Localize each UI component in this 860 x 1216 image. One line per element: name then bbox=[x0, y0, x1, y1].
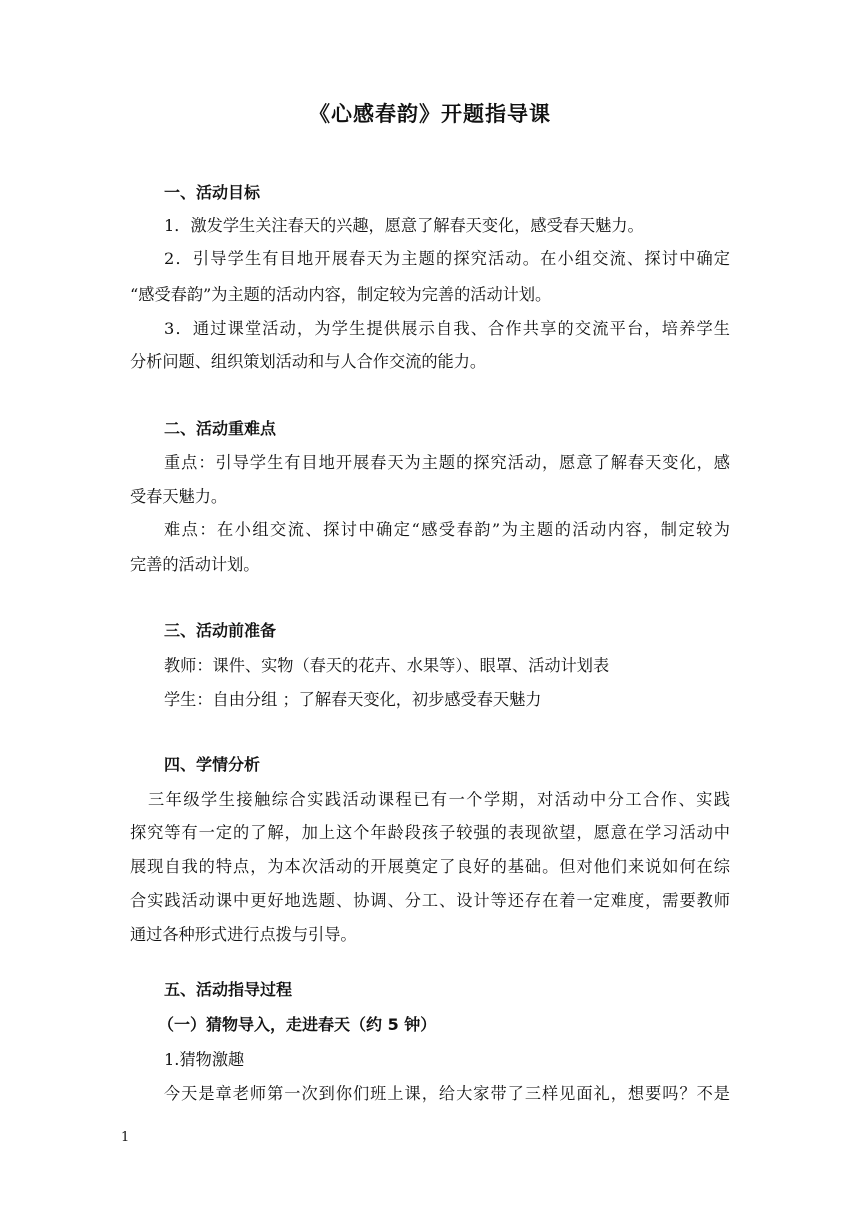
section-heading-key-points: 二、活动重难点 bbox=[164, 419, 277, 438]
difficulty-line-1: 难点：在小组交流、探讨中确定“感受春韵”为主题的活动内容，制定较为 bbox=[164, 520, 730, 539]
difficulty-line-2: 完善的活动计划。 bbox=[130, 555, 260, 574]
item-heading-1: 1.猜物激趣 bbox=[164, 1050, 245, 1069]
section-heading-goals: 一、活动目标 bbox=[164, 183, 261, 202]
goal-2-line-1: 2．引导学生有目地开展春天为主题的探究活动。在小组交流、探讨中确定 bbox=[164, 249, 730, 268]
process-paragraph-1: 今天是章老师第一次到你们班上课，给大家带了三样见面礼，想要吗？不是 bbox=[164, 1084, 730, 1103]
goal-1: 1．激发学生关注春天的兴趣，愿意了解春天变化，感受春天魅力。 bbox=[164, 216, 644, 235]
section-heading-preparation: 三、活动前准备 bbox=[164, 621, 277, 640]
teacher-preparation: 教师：课件、实物（春天的花卉、水果等）、眼罩、活动计划表 bbox=[164, 656, 610, 675]
subsection-heading-1: （一）猜物导入，走进春天（约 5 钟） bbox=[158, 1015, 437, 1034]
goal-3-line-1: 3．通过课堂活动，为学生提供展示自我、合作共享的交流平台，培养学生 bbox=[164, 319, 730, 338]
key-point-line-1: 重点：引导学生有目地开展春天为主题的探究活动，愿意了解春天变化，感 bbox=[164, 453, 730, 472]
section-heading-process: 五、活动指导过程 bbox=[164, 980, 293, 999]
page-number: 1 bbox=[121, 1130, 130, 1145]
analysis-line-5: 通过各种形式进行点拨与引导。 bbox=[130, 925, 357, 944]
section-heading-analysis: 四、学情分析 bbox=[164, 755, 261, 774]
analysis-line-2: 探究等有一定的了解，加上这个年龄段孩子较强的表现欲望，愿意在学习活动中 bbox=[130, 823, 730, 842]
student-preparation: 学生：自由分组 ；了解春天变化，初步感受春天魅力 bbox=[164, 690, 542, 709]
analysis-line-4: 合实践活动课中更好地选题、协调、分工、设计等还存在着一定难度，需要教师 bbox=[130, 891, 730, 910]
analysis-line-1: 三年级学生接触综合实践活动课程已有一个学期，对活动中分工合作、实践 bbox=[148, 790, 730, 809]
analysis-line-3: 展现自我的特点，为本次活动的开展奠定了良好的基础。但对他们来说如何在综 bbox=[130, 857, 730, 876]
key-point-line-2: 受春天魅力。 bbox=[130, 487, 228, 506]
goal-3-line-2: 分析问题、组织策划活动和与人合作交流的能力。 bbox=[130, 352, 487, 371]
page-title: 《心感春韵》开题指导课 bbox=[309, 102, 551, 126]
goal-2-line-2: “感受春韵”为主题的活动内容，制定较为完善的活动计划。 bbox=[130, 285, 552, 304]
